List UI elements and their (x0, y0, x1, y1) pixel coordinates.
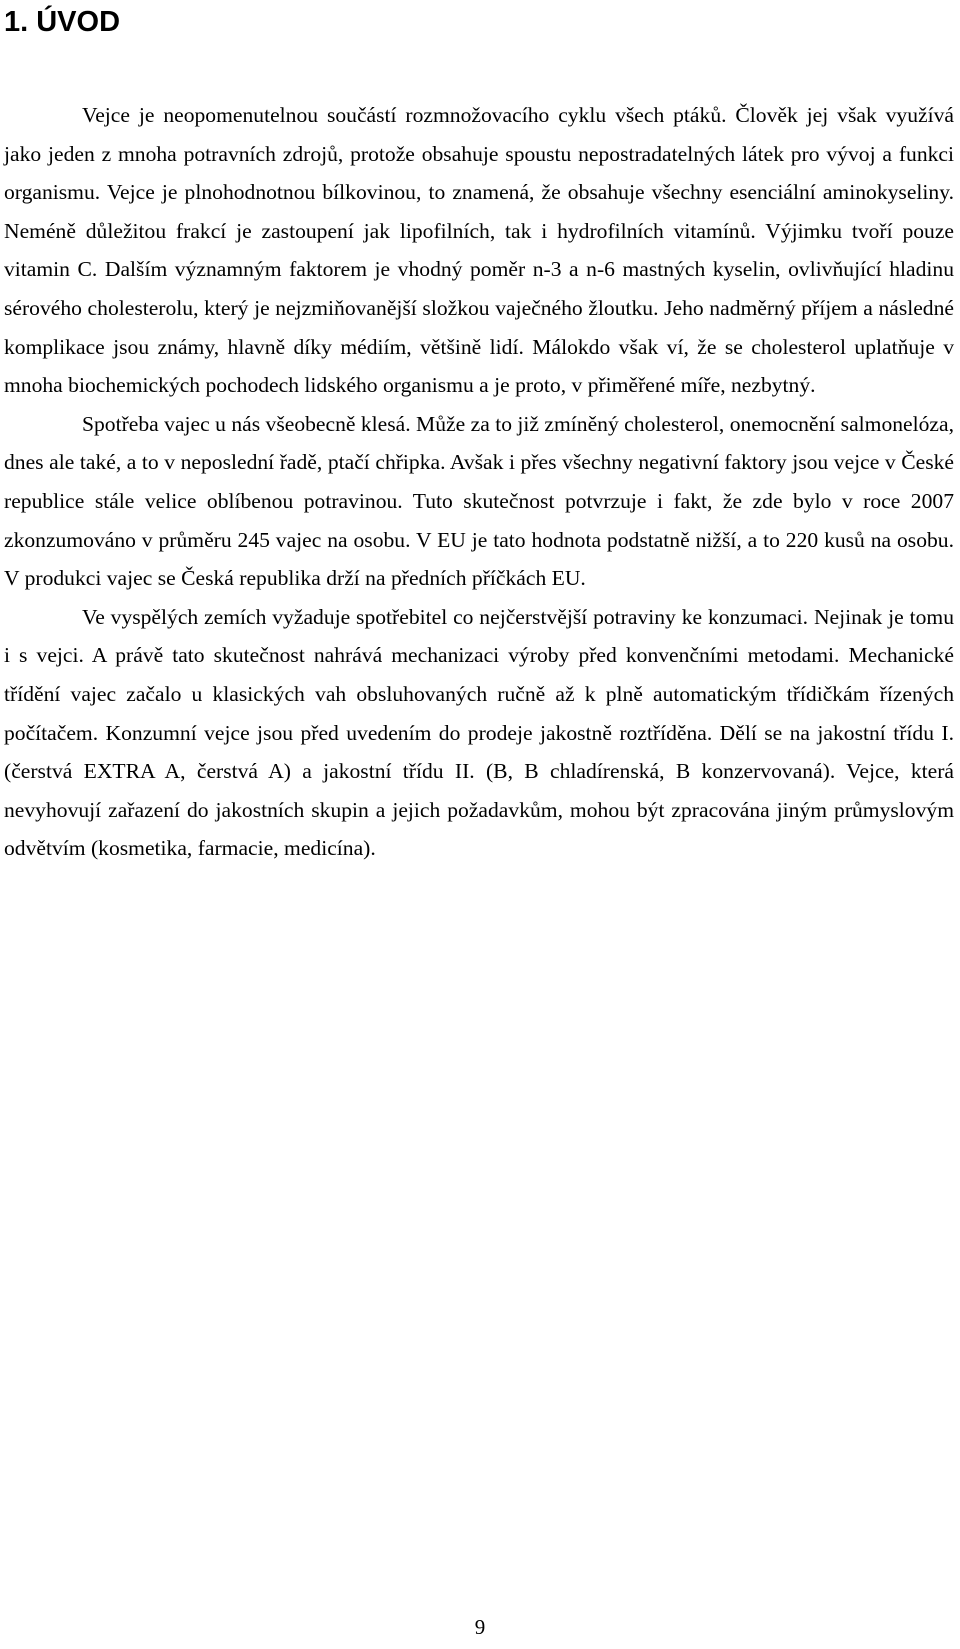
page-number: 9 (474, 1615, 486, 1639)
paragraph-consumption: Spotřeba vajec u nás všeobecně klesá. Může za to již zmíněný cholesterol, onemocnění salmonelóza, dnes ale také, a to v neposlední řadě, ptačí chřipka. Avšak i přes všechny negativní faktory jsou vejce v České republice stále velice oblíbenou potravinou. Tuto skutečnost potvrzuje i fakt, že zde bylo v roce 2007 zkonzumováno v průměru 245 vajec na osobu. V EU je tato hodnota podstatně nižší, a to 220 kusů na osobu. V produkci vajec se Česká republika drží na předních příčkách EU. (4, 411, 954, 591)
paragraph-sorting: Ve vyspělých zemích vyžaduje spotřebitel co nejčerstvější potraviny ke konzumaci. Nejinak je tomu i s vejci. A právě tato skutečnost nahrává mechanizaci výroby před konvenčními metodami. Mechanické třídění vajec začalo u klasických vah obsluhovaných ručně až k plně automatickým třídičkám řízených počítačem. Konzumní vejce jsou před uvedením do prodeje jakostně roztříděna. Dělí se na jakostní třídu I. (čerstvá EXTRA A, čerstvá A) a jakostní třídu II. (B, B chladírenská, B konzervovaná). Vejce, která nevyhovují zařazení do jakostních skupin a jejich požadavkům, mohou být zpracována jiným průmyslovým odvětvím (kosmetika, farmacie, medicína). (4, 604, 954, 861)
paragraph-intro: Vejce je neopomenutelnou součástí rozmnožovacího cyklu všech ptáků. Člověk jej však využívá jako jeden z mnoha potravních zdrojů, protože obsahuje spoustu nepostradatelných látek pro vývoj a funkci organismu. Vejce je plnohodnotnou bílkovinou, to znamená, že obsahuje všechny esenciální aminokyseliny. Neméně důležitou frakcí je zastoupení jak lipofilních, tak i hydrofilních vitamínů. Výjimku tvoří pouze vitamin C. Dalším významným faktorem je vhodný poměr n-3 a n-6 mastných kyselin, ovlivňující hladinu sérového cholesterolu, který je nejzmiňovanější složkou vaječného žloutku. Jeho nadměrný příjem a následné komplikace jsou známy, hlavně díky médiím, většině lidí. Málokdo však ví, že se cholesterol uplatňuje v mnoha biochemických pochodech lidského organismu a je proto, v přiměřené míře, nezbytný. (4, 103, 954, 398)
document-body (4, 96, 954, 868)
section-heading: 1. ÚVOD (4, 6, 121, 38)
